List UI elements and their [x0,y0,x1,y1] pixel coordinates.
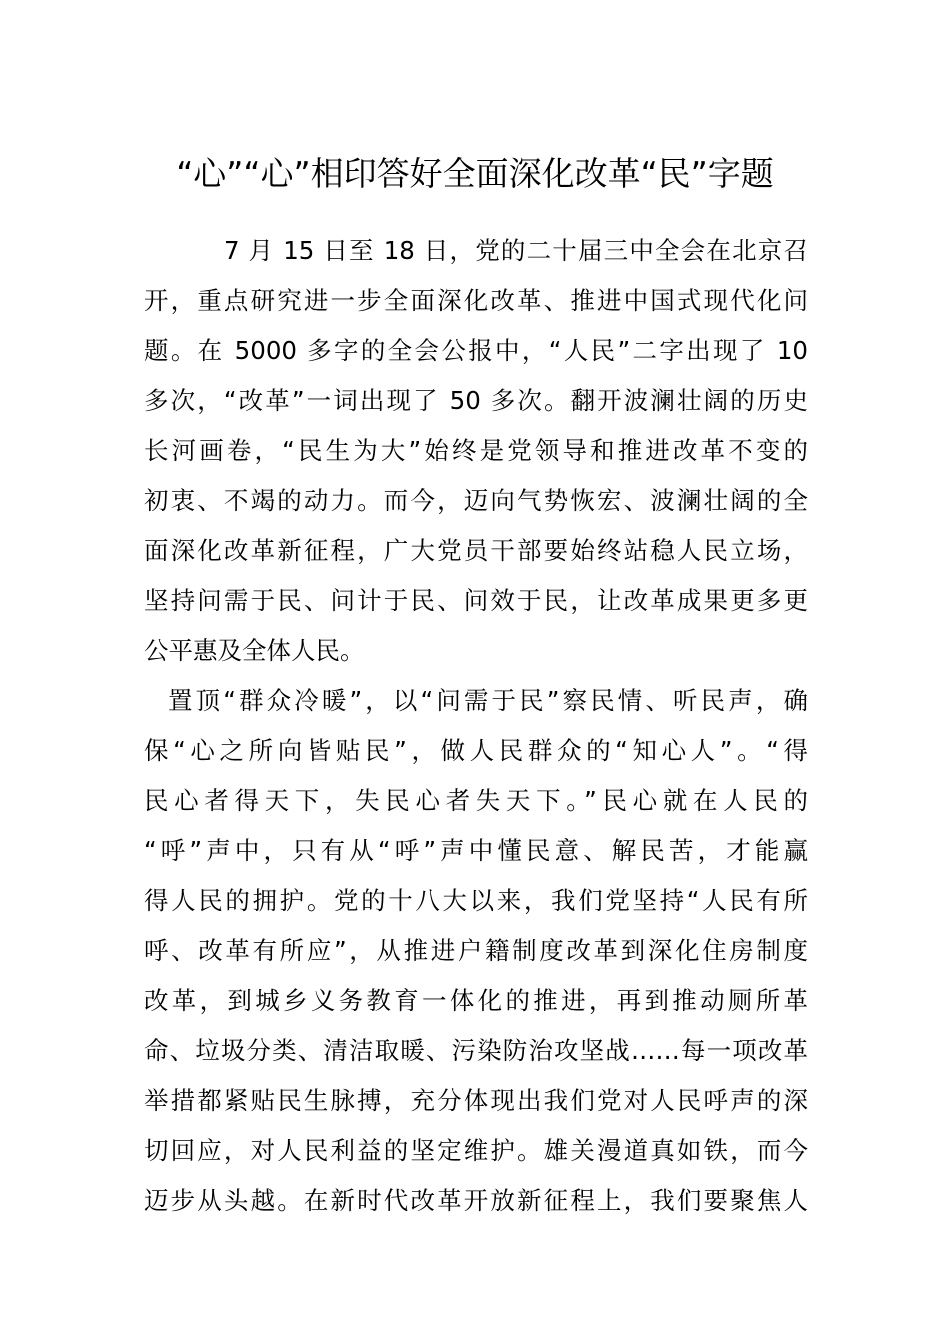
paragraph-line: “呼”声中，只有从“呼”声中懂民意、解民苦，才能赢 [144,836,808,865]
paragraph-line: 面深化改革新征程，广大党员干部要始终站稳人民立场， [144,536,808,565]
paragraph-line: 公平惠及全体人民。 [144,636,365,665]
paragraph-line: 置顶“群众冷暖”，以“问需于民”察民情、听民声，确 [168,686,808,715]
document-body [144,226,808,1226]
paragraph-line: 7 月 15 日至 18 日，党的二十届三中全会在北京召 [224,236,808,265]
paragraph-line: 多次，“改革”一词出现了 50 多次。翻开波澜壮阔的历史 [144,386,808,415]
paragraph-line: 迈步从头越。在新时代改革开放新征程上，我们要聚焦人 [144,1186,808,1215]
paragraph-line: 呼、改革有所应”，从推进户籍制度改革到深化住房制度 [144,936,808,965]
paragraph-1 [144,226,808,676]
paragraph-line: 切回应，对人民利益的坚定维护。雄关漫道真如铁，而今 [144,1136,808,1165]
paragraph-line: 命、垃圾分类、清洁取暖、污染防治攻坚战……每一项改革 [144,1036,808,1065]
paragraph-line: 得人民的拥护。党的十八大以来，我们党坚持“人民有所 [144,886,808,915]
document-title: “心”“心”相印答好全面深化改革“民”字题 [176,154,774,194]
paragraph-line: 开，重点研究进一步全面深化改革、推进中国式现代化问 [144,286,808,315]
paragraph-line: 举措都紧贴民生脉搏，充分体现出我们党对人民呼声的深 [144,1086,808,1115]
paragraph-line: 初衷、不竭的动力。而今，迈向气势恢宏、波澜壮阔的全 [144,486,808,515]
paragraph-line: 改革，到城乡义务教育一体化的推进，再到推动厕所革 [144,986,808,1015]
paragraph-line: 题。在 5000 多字的全会公报中，“人民”二字出现了 10 [144,336,808,365]
paragraph-line: 坚持问需于民、问计于民、问效于民，让改革成果更多更 [144,586,808,615]
paragraph-line: 长河画卷，“民生为大”始终是党领导和推进改革不变的 [144,436,808,465]
paragraph-2 [144,676,808,1226]
paragraph-line: 保“心之所向皆贴民”，做人民群众的“知心人”。“得 [144,736,808,765]
paragraph-line: 民心者得天下，失民心者失天下。”民心就在人民的 [144,786,808,815]
